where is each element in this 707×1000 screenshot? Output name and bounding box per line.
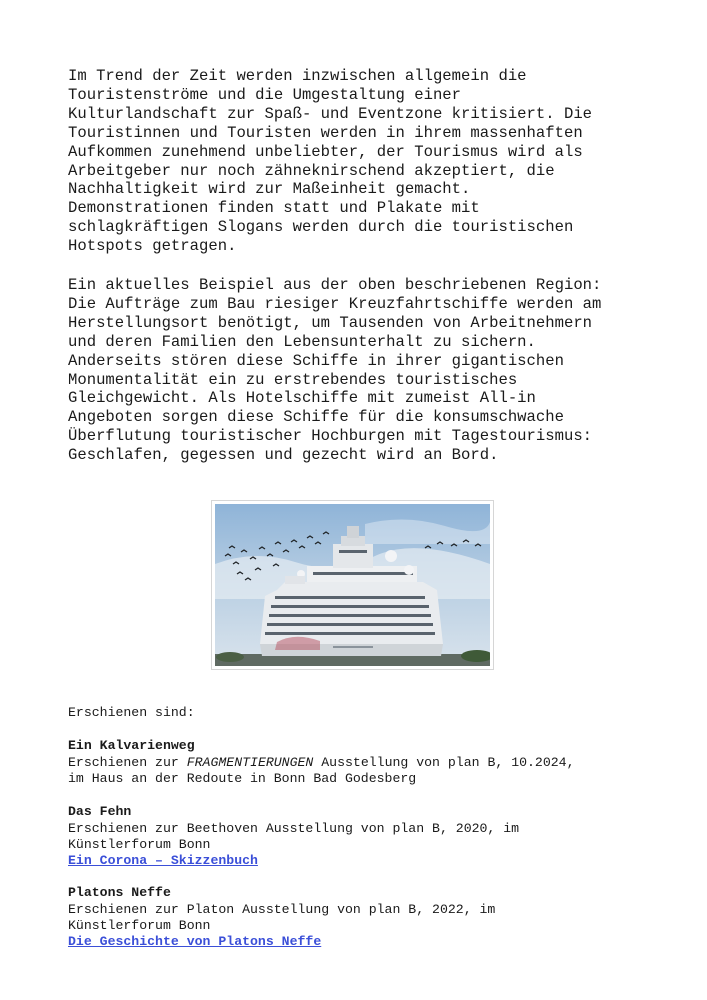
article-paragraph-1: Im Trend der Zeit werden inzwischen allgemein die Touristenströme und die Umgestaltung einer Kulturlandschaft zur Spaß- und Eventzone kritisiert. Die Touristinnen und Touristen werden in ihrem massenhaften Aufkommen zunehmend unbeliebter, der Tourismus wird als Arbeitgeber nur noch zähneknirschend akzeptiert, die Nachhaltigkeit wird zur Maßeinheit gemacht. Demonstrationen finden statt und Plakate mit schlagkräftigen Slogans werden durch die touristischen Hotspots getragen. bbox=[68, 67, 593, 256]
publication-description: Erschienen zur Platon Ausstellung von plan B, 2022, im bbox=[68, 902, 496, 917]
cruise-ship-image bbox=[215, 504, 490, 666]
publication-title: Das Fehn bbox=[68, 804, 132, 819]
publication-description: Erschienen zur Beethoven Ausstellung von plan B, 2020, im bbox=[68, 821, 520, 836]
cruise-ship-photo bbox=[211, 500, 494, 670]
publication-location: im Haus an der Redoute in Bonn Bad Godesberg bbox=[68, 771, 417, 786]
ship-hull bbox=[260, 582, 443, 656]
publication-title: Platons Neffe bbox=[68, 885, 171, 900]
publication-description: Erschienen zur FRAGMENTIERUNGEN Ausstellung von plan B, 10.2024, bbox=[68, 755, 575, 770]
publication-location: Künstlerforum Bonn bbox=[68, 918, 211, 933]
article-paragraph-2: Ein aktuelles Beispiel aus der oben beschriebenen Region: Die Aufträge zum Bau riesiger Kreuzfahrtschiffe werden am Herstellungsort benötigt, um Tausenden von Arbeitnehmern und deren Familien den Lebensunterhalt zu sichern. Anderseits stören diese Schiffe in ihrer gigantischen Monumentalität ein zu erstrebendes touristisches Gleichgewicht. Als Hotelschiffe mit zumeist All-in Angeboten sorgen diese Schiffe für die konsumschwache Überflutung touristischer Hochburgen mit Tagestourismus: Geschlafen, gegessen und gezecht wird an Bord. bbox=[68, 276, 602, 465]
publication-location: Künstlerforum Bonn bbox=[68, 837, 211, 852]
skizzenbuch-link[interactable]: Ein Corona – Skizzenbuch bbox=[68, 853, 258, 868]
platons-neffe-link[interactable]: Die Geschichte von Platons Neffe bbox=[68, 934, 322, 949]
exhibition-name: FRAGMENTIERUNGEN bbox=[186, 755, 314, 770]
publication-title: Ein Kalvarienweg bbox=[68, 738, 195, 753]
publications-heading: Erschienen sind: bbox=[68, 705, 195, 720]
